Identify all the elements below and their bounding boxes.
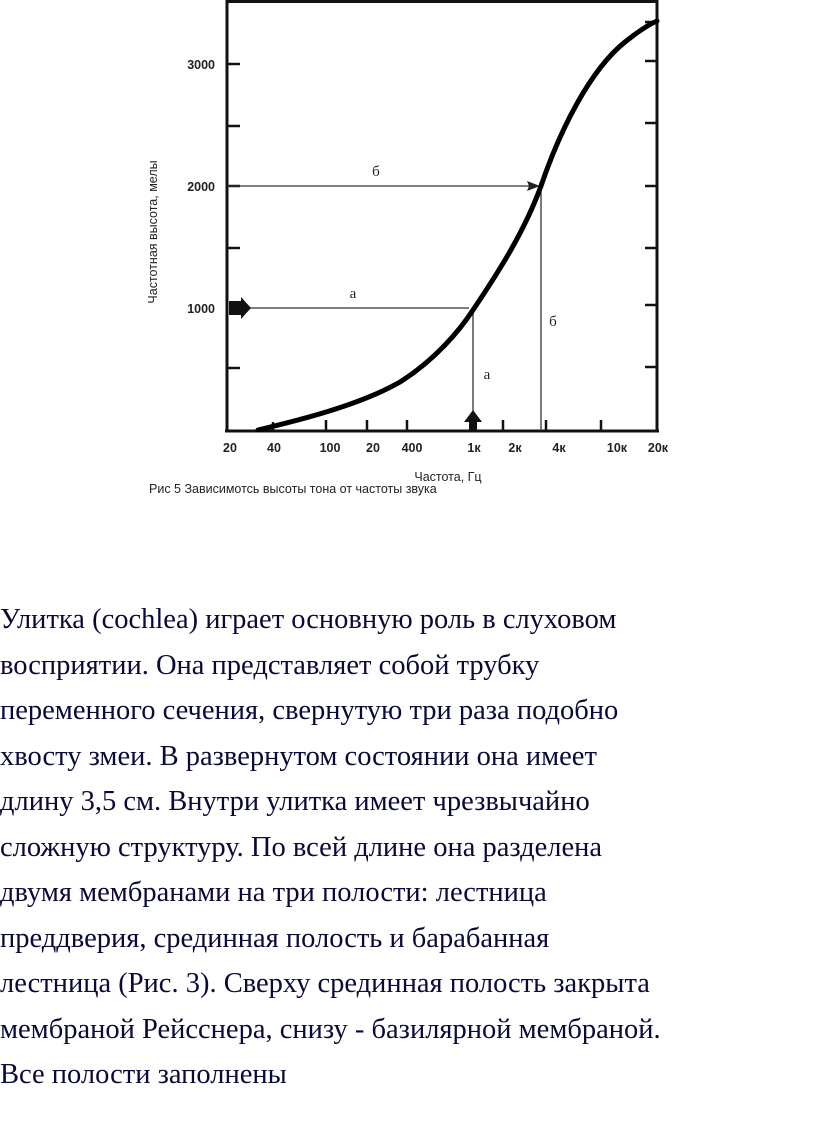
y-axis-title: Частотная высота, мелы xyxy=(146,160,160,304)
y-ticks-right xyxy=(645,22,657,367)
annotation-b-vertical-label: б xyxy=(549,314,557,330)
bold-arrow-up-icon xyxy=(464,410,482,431)
x-tick-2k: 2к xyxy=(508,441,522,455)
x-tick-200: 20 xyxy=(366,441,380,455)
x-tick-40: 40 xyxy=(267,441,281,455)
body-line: лестница (Рис. 3). Сверху срединная полость закрыта xyxy=(0,968,650,999)
body-line: мембраной Рейсснера, снизу - базилярной мембраной. xyxy=(0,1013,661,1045)
x-tick-10k: 10к xyxy=(606,441,628,455)
body-line: Все полости заполнены xyxy=(0,1059,287,1090)
body-line: двумя мембранами на три полости: лестница xyxy=(0,877,547,908)
body-line: Улитка (cochlea) играет основную роль в слуховом xyxy=(0,604,617,635)
x-axis-title: Частота, Гц xyxy=(414,470,482,484)
annotation-a-vertical-label: а xyxy=(483,367,491,383)
body-line: хвосту змеи. В развернутом состоянии она имеет xyxy=(0,740,597,772)
x-tick-400: 400 xyxy=(401,441,423,455)
pitch-frequency-figure xyxy=(0,0,816,520)
y-tick-1000: 1000 xyxy=(187,302,215,316)
body-line: переменного сечения, свернутую три раза подобно xyxy=(0,695,619,726)
figure-caption: Рис 5 Зависимотсь высоты тона от частоты звука xyxy=(149,482,437,496)
x-tick-4k: 4к xyxy=(552,441,566,455)
y-tick-3000: 3000 xyxy=(187,58,215,72)
body-paragraph xyxy=(0,597,816,1098)
x-tick-20k: 20к xyxy=(647,441,669,455)
x-tick-1k: 1к xyxy=(467,441,481,455)
body-line: восприятии. Она представляет собой трубку xyxy=(0,649,540,681)
body-line: преддверия, срединная полость и барабанная xyxy=(0,922,550,954)
x-tick-20: 20 xyxy=(223,441,237,455)
x-ticks xyxy=(273,420,601,431)
pitch-curve xyxy=(258,21,657,430)
y-ticks-left xyxy=(227,64,240,368)
x-tick-100: 100 xyxy=(319,441,341,455)
annotation-b-horizontal-label: б xyxy=(372,164,380,180)
body-line: сложную структуру. По всей длине она разделена xyxy=(0,831,603,863)
annotation-a-horizontal-label: а xyxy=(349,286,357,302)
body-line: длину 3,5 см. Внутри улитка имеет чрезвычайно xyxy=(0,786,590,817)
pitch-frequency-chart xyxy=(0,0,816,520)
y-tick-2000: 2000 xyxy=(187,180,215,194)
bold-arrow-right-icon xyxy=(229,297,251,319)
